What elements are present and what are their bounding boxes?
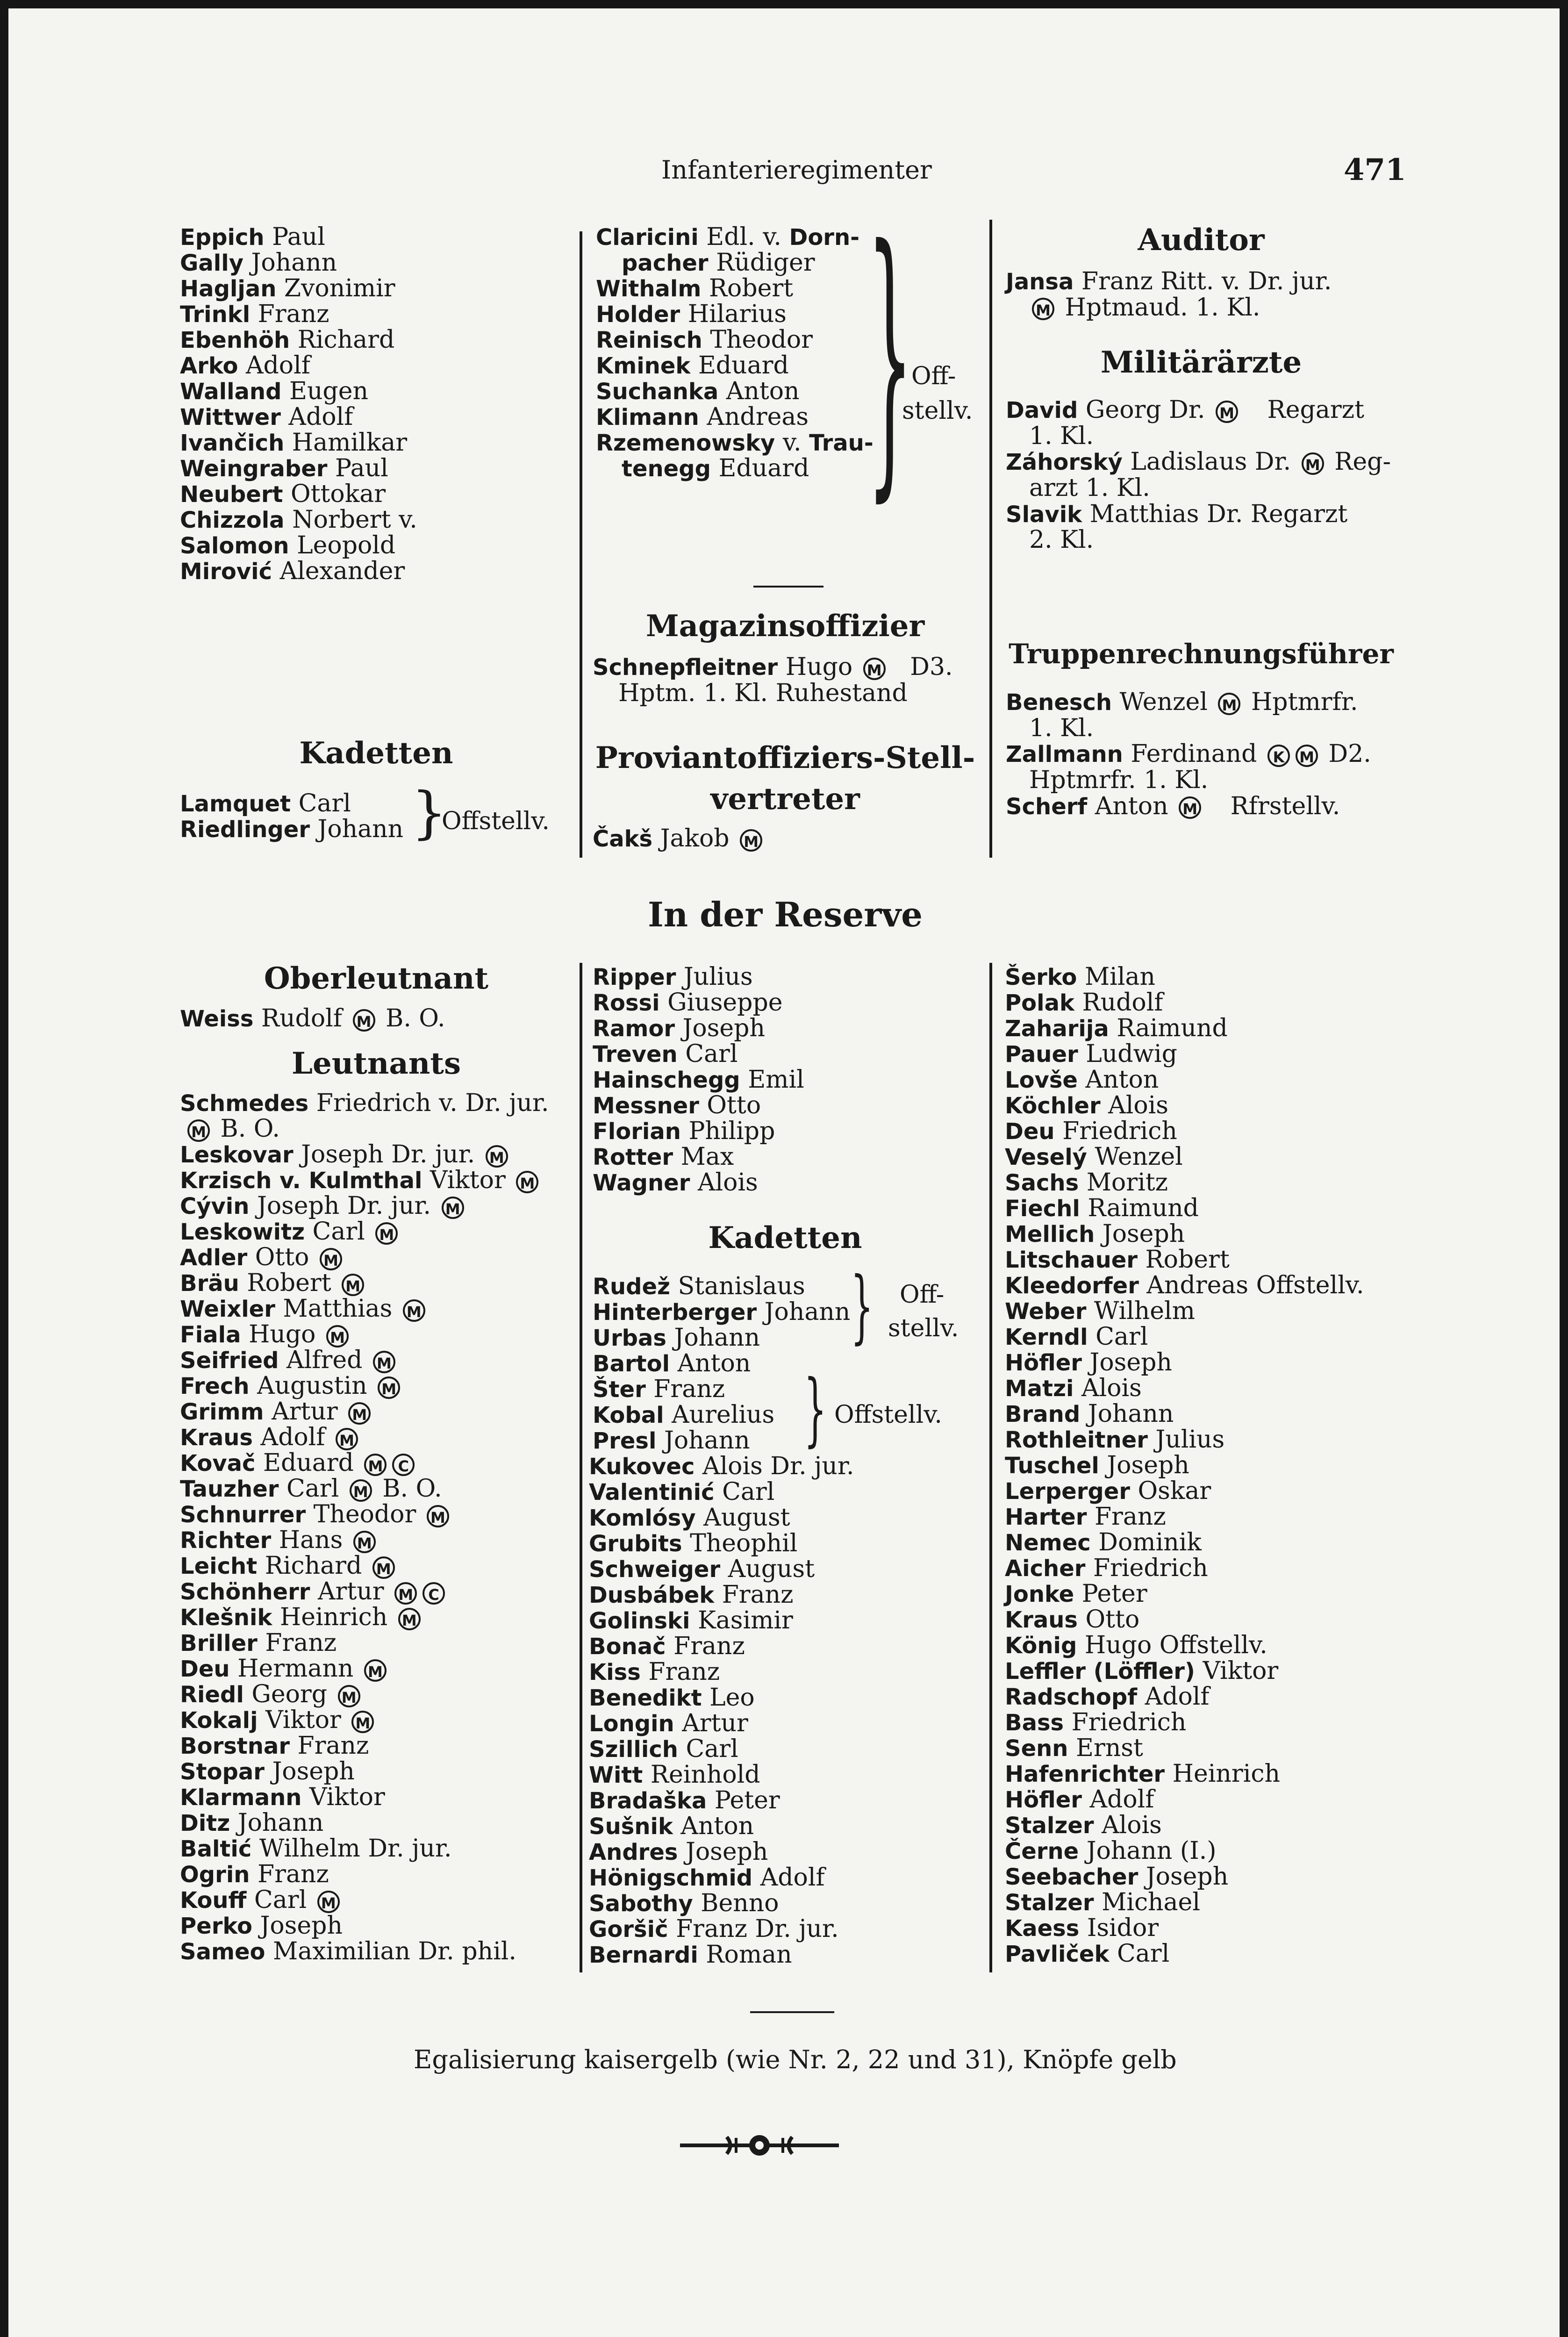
list-item: Stopar Joseph [180,1757,355,1785]
list-item: Messner Otto [593,1091,761,1119]
list-item: Tuschel Joseph [1005,1451,1189,1479]
list-item: Ramor Joseph [593,1014,765,1042]
list-item: Fiala Hugo M [180,1322,541,1348]
list-item: Ogrin Franz [180,1860,329,1888]
list-item: Bernardi Roman [589,1941,792,1969]
list-item: Komlósy August [589,1504,790,1532]
list-item: Mellich Joseph [1005,1220,1185,1248]
list-item: Zaharija Raimund [1005,1014,1228,1042]
list-item: Cývin Joseph Dr. jur. M [180,1193,541,1219]
list-item: Šter Franz [593,1375,725,1403]
list-item: Andres Joseph [589,1838,768,1866]
reserve-col3-list [1005,964,1364,1967]
list-item: Deu Friedrich [1005,1117,1177,1145]
list-item: Neubert Ottokar [180,480,386,508]
list-item: Baltić Wilhelm Dr. jur. [180,1835,452,1863]
running-header: Infanterieregimenter [661,155,932,185]
list-item: Gally Johann [180,249,337,277]
list-item: Stalzer Michael [1005,1888,1200,1916]
list-item: Sabothy Benno [589,1889,779,1917]
m-icon: M [320,1248,342,1270]
leutnants-list [180,1142,541,1964]
scan-border-right [1560,0,1568,2337]
m-icon: M [863,658,886,680]
list-item: Riedl Georg M [180,1682,541,1707]
top-col1-kadetten [180,791,403,842]
list-item: Benedikt Leo [589,1684,755,1712]
brace-offstellv-top: } [867,189,913,526]
m-icon: M [398,1608,421,1630]
list-item: Kokalj Viktor M [180,1707,541,1733]
list-item: Ebenhöh Richard [180,326,395,354]
list-item: Pauer Ludwig [1005,1040,1177,1068]
brace-kadetten-top: } [411,781,447,846]
list-item: Litschauer Robert [1005,1246,1230,1274]
list-item: Arko Adolf [180,351,310,380]
top2-line5: Reinisch Theodor [596,326,813,354]
m-icon: M [1216,401,1238,423]
m-icon: M [442,1197,464,1219]
list-item: Schnurrer Theodor M [180,1502,541,1527]
list-item: Kiss Franz [589,1658,720,1686]
top2-line10: tenegg Eduard [622,454,809,482]
egalisierung-text: Egalisierung kaisergelb (wie Nr. 2, 22 und 31), Knöpfe gelb [414,2045,1177,2074]
list-item: Trinkl Franz [180,300,329,328]
aerzte-list: David Georg Dr. M Regarzt 1. Kl. Záhorský Ladislaus Dr. M Reg- arzt 1. Kl. Slavik Matthias Dr. Regarzt 2. Kl. [1006,396,1391,554]
list-item: Schweiger August [589,1555,815,1583]
m-icon: M [317,1891,340,1913]
weiss-entry: Weiss Rudolf M B. O. [180,1004,445,1032]
top2-line6: Kminek Eduard [596,351,789,380]
list-item: Briller Franz [180,1629,337,1657]
m-icon: M [427,1505,449,1527]
list-item: Weixler Matthias M [180,1296,541,1322]
kadetten-group1 [593,1274,850,1351]
list-item: Senn Ernst [1005,1734,1143,1762]
top2-line3: Withalm Robert [596,274,794,302]
list-item: Pavliček Carl [1005,1940,1170,1968]
list-item: Ivančich Hamilkar [180,429,408,457]
list-item: Kraus Otto [1005,1606,1140,1634]
top2-line8: Klimann Andreas [596,403,809,431]
list-item: Dusbábek Franz [589,1581,794,1609]
offstellv-note-top-2: stellv. [902,397,973,425]
column-rule-top-1 [580,231,582,858]
list-item: Sachs Moritz [1005,1168,1168,1197]
m-icon: M [350,1479,372,1502]
list-item: Wagner Alois [593,1168,758,1197]
list-item: Presl Johann [593,1427,750,1455]
m-icon: M [364,1454,387,1476]
list-item: Bass Friedrich [1005,1708,1187,1736]
proviant-entry: Čakš Jakob M [593,826,765,852]
list-item: Kaess Isidor [1005,1914,1159,1942]
list-item: Krzisch v. Kulmthal Viktor M [180,1168,541,1193]
list-item: Lovše Anton [1005,1066,1159,1094]
list-item: Bradaška Peter [589,1786,780,1814]
list-item: Hagljan Zvonimir [180,274,395,302]
m-icon: M [403,1299,425,1322]
m-icon: M [336,1428,358,1450]
offstellv-note-top-1: Off- [911,362,956,390]
m-icon: M [375,1222,398,1245]
list-item: Ripper Julius [593,963,753,991]
list-item: Longin Artur [589,1709,748,1737]
list-item: Chizzola Norbert v. [180,506,417,534]
m-icon: M [1032,298,1054,320]
m-icon: M [342,1274,364,1296]
list-item: Leffler (Löffler) Viktor [1005,1657,1279,1685]
k-icon: K [1267,745,1290,767]
m-icon: M [326,1325,349,1348]
m-icon: M [1218,693,1240,715]
oberleutnant-heading: Oberleutnant [264,961,489,996]
list-item: Adler Otto M [180,1245,541,1270]
short-rule-top [753,586,823,588]
list-item: Hainschegg Emil [593,1066,804,1094]
list-item: Kerndl Carl [1005,1323,1148,1351]
list-item: Lerperger Oskar [1005,1477,1211,1505]
reserve-col2-top [593,964,804,1196]
list-item: Sameo Maximilian Dr. phil. [180,1937,516,1965]
list-item: Weingraber Paul [180,454,388,482]
list-item: Seebacher Joseph [1005,1863,1229,1891]
list-item: König Hugo Offstellv. [1005,1631,1267,1659]
list-item: Lamquet Carl [180,789,351,817]
kadetten-heading-reserve: Kadetten [708,1220,862,1255]
list-item: Kobal Aurelius [593,1401,775,1429]
list-item: Harter Franz [1005,1503,1166,1531]
schmedes-entry: Schmedes Friedrich v. Dr. jur. M B. O. [180,1089,549,1143]
list-item: Urbas Johann [593,1324,760,1352]
kadetten-group2 [593,1376,774,1454]
list-item: Leskovar Joseph Dr. jur. M [180,1142,541,1168]
top2-line7: Suchanka Anton [596,377,800,405]
list-item: Černe Johann (I.) [1005,1837,1217,1865]
list-item: Kukovec Alois Dr. jur. [589,1452,854,1480]
m-icon: M [516,1171,538,1193]
list-item: Kleedorfer Andreas Offstellv. [1005,1271,1364,1299]
list-item: Deu Hermann M [180,1656,541,1682]
auditor-entry: Jansa Franz Ritt. v. Dr. jur. M Hptmaud. 1. Kl. [1006,267,1332,322]
m-icon: M [1179,796,1201,819]
list-item: Rotter Max [593,1143,734,1171]
list-item: Rothleitner Julius [1005,1426,1225,1454]
list-item: Golinski Kasimir [589,1606,793,1634]
m-icon: M [378,1376,400,1399]
list-item: Hönigschmid Adolf [589,1864,825,1892]
list-item: Polak Rudolf [1005,989,1163,1017]
proviant-heading-1: Proviantoffiziers-Stell- [595,740,975,775]
list-item: Aicher Friedrich [1005,1554,1208,1582]
column-rule-res-2 [989,963,992,1972]
list-item: Kouff Carl M [180,1887,541,1913]
proviant-heading-2: vertreter [710,781,860,817]
list-item: Ditz Johann [180,1809,324,1837]
m-icon: M [353,1531,376,1553]
list-item: Rudež Stanislaus [593,1272,805,1300]
brace-group2: } [804,1363,827,1455]
list-item: Leskowitz Carl M [180,1219,541,1245]
column-rule-top-2 [989,220,992,858]
aerzte-heading: Militärärzte [1100,345,1302,380]
top2-line1: Claricini Edl. v. Dorn- [596,223,860,251]
leutnants-heading: Leutnants [292,1046,461,1081]
list-item: Hafenrichter Heinrich [1005,1760,1280,1788]
list-item: Valentinić Carl [589,1478,775,1506]
list-item: Höfler Joseph [1005,1348,1172,1376]
c-icon: C [422,1582,445,1605]
m-icon: M [394,1582,417,1605]
list-item: Bonač Franz [589,1632,745,1660]
m-icon: M [364,1659,387,1682]
list-item: Kraus Adolf M [180,1425,541,1450]
list-item: Matzi Alois [1005,1374,1142,1402]
list-item: Grubits Theophil [589,1529,798,1557]
list-item: Grimm Artur M [180,1399,541,1425]
m-icon: M [372,1556,395,1579]
list-item: Riedlinger Johann [180,815,404,843]
list-item: Schönherr Artur M C [180,1579,541,1605]
truppen-heading: Truppenrechnungsführer [1009,638,1394,670]
group1-note-1: Off- [900,1281,945,1309]
list-item: Mirović Alexander [180,557,405,585]
ornament-icon [680,2131,839,2159]
list-item: Fiechl Raimund [1005,1194,1199,1222]
m-icon: M [351,1711,374,1733]
list-item: Radschopf Adolf [1005,1683,1210,1711]
top2-line9: Rzemenowsky v. Trau- [596,429,873,457]
list-item: Seifried Alfred M [180,1348,541,1373]
magazin-entry: Schnepfleitner Hugo M D3. Hptm. 1. Kl. Ruhestand [593,653,953,707]
reserve-heading: In der Reserve [648,895,923,934]
list-item: Šerko Milan [1005,963,1155,991]
m-icon: M [187,1119,210,1142]
m-icon: M [338,1685,360,1707]
list-item: Treven Carl [593,1040,738,1068]
list-item: Rossi Giuseppe [593,989,783,1017]
list-item: Eppich Paul [180,223,325,251]
m-icon: M [1296,745,1318,767]
list-item: Szillich Carl [589,1735,738,1763]
list-item: Klarmann Viktor [180,1783,385,1811]
brace-group1: } [851,1260,873,1353]
group2-note: Offstellv. [834,1401,942,1429]
list-item: Höfler Adolf [1005,1785,1154,1814]
m-icon: M [353,1009,375,1032]
magazin-heading: Magazinsoffizier [645,609,925,644]
truppen-list: Benesch Wenzel M Hptmrfr. 1. Kl. Zallmann Ferdinand K M D2. Hptmrfr. 1. Kl. Scherf Anton M Rfrstellv. [1006,688,1371,820]
kadetten-heading-top: Kadetten [299,736,453,771]
bartol-entry: Bartol Anton [593,1349,751,1377]
list-item: Kovač Eduard M C [180,1450,541,1476]
group1-note-2: stellv. [888,1314,959,1342]
list-item: Brand Johann [1005,1400,1174,1428]
footer-rule [750,2011,834,2013]
top2-line4: Holder Hilarius [596,300,787,328]
top2-line2: pacher Rüdiger [622,249,815,277]
list-item: Veselý Wenzel [1005,1143,1183,1171]
list-item: Klešnik Heinrich M [180,1605,541,1630]
list-item: Florian Philipp [593,1117,775,1145]
list-item: Köchler Alois [1005,1091,1168,1119]
m-icon: M [373,1351,395,1373]
kadetten-note-top: Offstellv. [442,807,550,835]
top-col2-list [596,224,873,481]
list-item: Hinterberger Johann [593,1298,851,1326]
m-icon: M [740,829,762,852]
list-item: Leicht Richard M [180,1553,541,1579]
scan-border-top [0,0,1568,8]
list-item: Sušnik Anton [589,1812,754,1840]
list-item: Witt Reinhold [589,1761,760,1789]
reserve-col2-bottom [589,1454,854,1968]
scan-border-left [0,0,8,2337]
list-item: Weber Wilhelm [1005,1297,1195,1325]
top-col1-list [180,224,417,584]
page-number: 471 [1344,152,1406,187]
list-item: Frech Augustin M [180,1373,541,1399]
list-item: Wittwer Adolf [180,403,353,431]
list-item: Tauzher Carl M B. O. [180,1475,442,1503]
list-item: Jonke Peter [1005,1580,1147,1608]
column-rule-res-1 [580,963,582,1972]
list-item: Goršič Franz Dr. jur. [589,1915,839,1943]
list-item: Borstnar Franz [180,1732,369,1760]
c-icon: C [392,1454,415,1476]
m-icon: M [1302,452,1324,475]
m-icon: M [486,1145,508,1168]
list-item: Bräu Robert M [180,1270,541,1296]
list-item: Stalzer Alois [1005,1811,1162,1839]
m-icon: M [348,1402,371,1425]
list-item: Perko Joseph [180,1912,343,1940]
list-item: Walland Eugen [180,377,368,405]
list-item: Nemec Dominik [1005,1528,1202,1556]
list-item: Salomon Leopold [180,531,396,559]
auditor-heading: Auditor [1138,222,1265,258]
list-item: Richter Hans M [180,1527,541,1553]
